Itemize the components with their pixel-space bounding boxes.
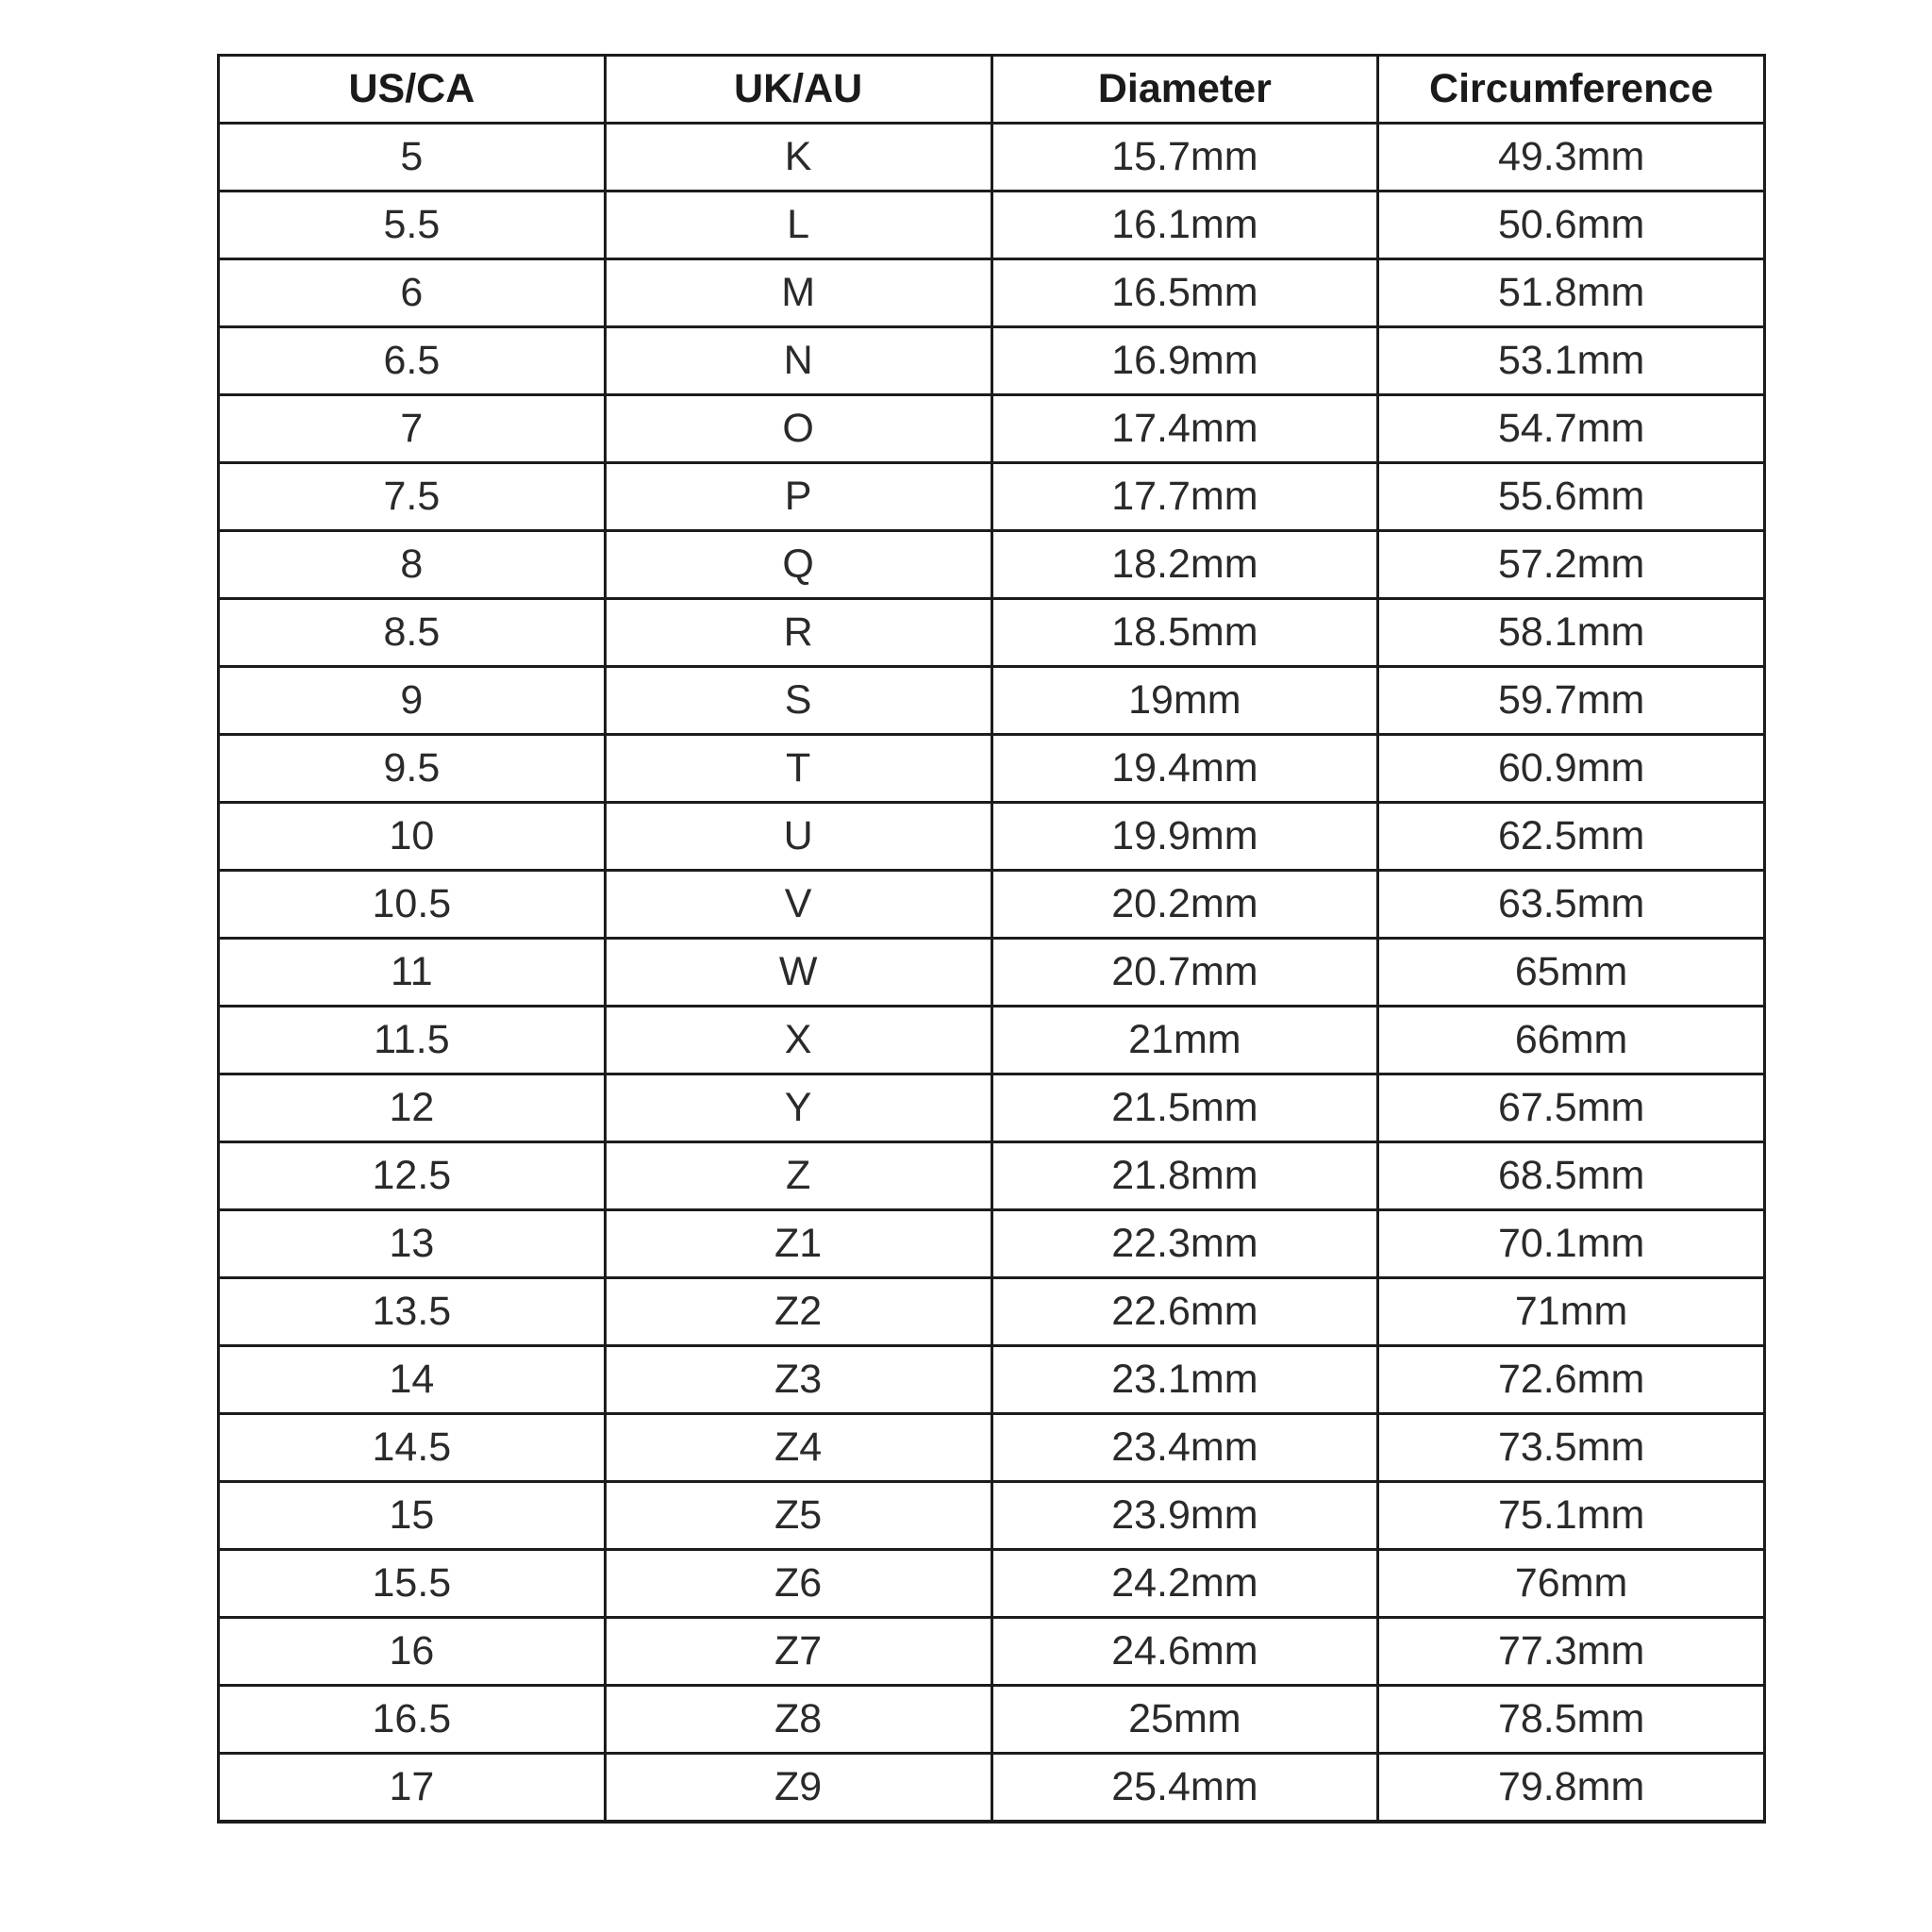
cell-us-ca: 8 [219,531,606,599]
cell-circumference: 53.1mm [1378,327,1765,395]
table-row [219,1007,1765,1074]
cell-us-ca: 14.5 [219,1414,606,1482]
cell-diameter: 19.4mm [991,735,1378,803]
table-row [219,667,1765,735]
table-row [219,803,1765,871]
cell-circumference: 65mm [1378,939,1765,1007]
table-row [219,599,1765,667]
cell-circumference: 79.8mm [1378,1754,1765,1823]
cell-us-ca: 13.5 [219,1278,606,1346]
header-uk-au: UK/AU [605,56,991,124]
header-circumference: Circumference [1378,56,1765,124]
cell-uk-au: Z6 [605,1550,991,1618]
cell-uk-au: Z9 [605,1754,991,1823]
cell-uk-au: Z2 [605,1278,991,1346]
cell-us-ca: 7.5 [219,463,606,531]
cell-uk-au: Z [605,1142,991,1210]
cell-uk-au: Z1 [605,1210,991,1278]
cell-circumference: 57.2mm [1378,531,1765,599]
cell-uk-au: K [605,124,991,192]
table-row [219,1414,1765,1482]
cell-diameter: 15.7mm [991,124,1378,192]
cell-us-ca: 14 [219,1346,606,1414]
table-header [219,56,1765,124]
header-row [219,56,1765,124]
table-row [219,1482,1765,1550]
table-row [219,1686,1765,1754]
cell-circumference: 78.5mm [1378,1686,1765,1754]
cell-us-ca: 12.5 [219,1142,606,1210]
table-row [219,192,1765,259]
table-row [219,1142,1765,1210]
cell-uk-au: L [605,192,991,259]
cell-us-ca: 5.5 [219,192,606,259]
cell-us-ca: 6 [219,259,606,327]
header-us-ca: US/CA [219,56,606,124]
cell-diameter: 20.7mm [991,939,1378,1007]
cell-us-ca: 11.5 [219,1007,606,1074]
cell-us-ca: 10 [219,803,606,871]
table-row [219,1210,1765,1278]
cell-uk-au: V [605,871,991,939]
cell-diameter: 22.3mm [991,1210,1378,1278]
cell-uk-au: O [605,395,991,463]
cell-us-ca: 15 [219,1482,606,1550]
cell-uk-au: W [605,939,991,1007]
table-row [219,395,1765,463]
cell-us-ca: 10.5 [219,871,606,939]
cell-uk-au: X [605,1007,991,1074]
cell-diameter: 23.9mm [991,1482,1378,1550]
table-row [219,327,1765,395]
cell-circumference: 60.9mm [1378,735,1765,803]
cell-diameter: 18.2mm [991,531,1378,599]
cell-us-ca: 16.5 [219,1686,606,1754]
cell-diameter: 21.5mm [991,1074,1378,1142]
cell-circumference: 67.5mm [1378,1074,1765,1142]
cell-us-ca: 6.5 [219,327,606,395]
header-diameter: Diameter [991,56,1378,124]
cell-circumference: 51.8mm [1378,259,1765,327]
cell-diameter: 20.2mm [991,871,1378,939]
cell-diameter: 17.7mm [991,463,1378,531]
table-row [219,871,1765,939]
cell-diameter: 18.5mm [991,599,1378,667]
table-row [219,1074,1765,1142]
cell-circumference: 73.5mm [1378,1414,1765,1482]
cell-diameter: 17.4mm [991,395,1378,463]
cell-uk-au: S [605,667,991,735]
cell-diameter: 25mm [991,1686,1378,1754]
cell-us-ca: 17 [219,1754,606,1823]
table-row [219,1754,1765,1823]
cell-uk-au: Z7 [605,1618,991,1686]
cell-uk-au: Y [605,1074,991,1142]
ring-size-table [217,54,1766,1824]
table-row [219,124,1765,192]
ring-size-chart [217,54,1766,1824]
cell-us-ca: 12 [219,1074,606,1142]
cell-uk-au: U [605,803,991,871]
cell-uk-au: Q [605,531,991,599]
cell-circumference: 71mm [1378,1278,1765,1346]
cell-circumference: 59.7mm [1378,667,1765,735]
cell-circumference: 58.1mm [1378,599,1765,667]
cell-diameter: 16.9mm [991,327,1378,395]
cell-diameter: 24.2mm [991,1550,1378,1618]
table-row [219,1278,1765,1346]
cell-circumference: 62.5mm [1378,803,1765,871]
cell-circumference: 72.6mm [1378,1346,1765,1414]
cell-uk-au: Z8 [605,1686,991,1754]
cell-uk-au: R [605,599,991,667]
cell-circumference: 66mm [1378,1007,1765,1074]
table-row [219,939,1765,1007]
cell-uk-au: Z4 [605,1414,991,1482]
cell-diameter: 21.8mm [991,1142,1378,1210]
table-row [219,1618,1765,1686]
table-row [219,463,1765,531]
cell-diameter: 22.6mm [991,1278,1378,1346]
table-row [219,1550,1765,1618]
cell-uk-au: M [605,259,991,327]
cell-circumference: 55.6mm [1378,463,1765,531]
cell-us-ca: 11 [219,939,606,1007]
cell-us-ca: 5 [219,124,606,192]
cell-circumference: 68.5mm [1378,1142,1765,1210]
cell-circumference: 63.5mm [1378,871,1765,939]
cell-us-ca: 9 [219,667,606,735]
table-row [219,531,1765,599]
cell-uk-au: N [605,327,991,395]
cell-us-ca: 7 [219,395,606,463]
cell-circumference: 75.1mm [1378,1482,1765,1550]
cell-circumference: 77.3mm [1378,1618,1765,1686]
cell-circumference: 50.6mm [1378,192,1765,259]
cell-uk-au: T [605,735,991,803]
cell-circumference: 54.7mm [1378,395,1765,463]
table-row [219,735,1765,803]
cell-us-ca: 13 [219,1210,606,1278]
cell-diameter: 16.5mm [991,259,1378,327]
cell-us-ca: 15.5 [219,1550,606,1618]
cell-circumference: 49.3mm [1378,124,1765,192]
cell-diameter: 23.4mm [991,1414,1378,1482]
table-row [219,1346,1765,1414]
cell-circumference: 70.1mm [1378,1210,1765,1278]
cell-us-ca: 9.5 [219,735,606,803]
table-body [219,124,1765,1823]
cell-diameter: 16.1mm [991,192,1378,259]
cell-uk-au: P [605,463,991,531]
table-row [219,259,1765,327]
cell-diameter: 21mm [991,1007,1378,1074]
cell-uk-au: Z3 [605,1346,991,1414]
cell-diameter: 19mm [991,667,1378,735]
cell-us-ca: 16 [219,1618,606,1686]
cell-uk-au: Z5 [605,1482,991,1550]
cell-circumference: 76mm [1378,1550,1765,1618]
cell-us-ca: 8.5 [219,599,606,667]
cell-diameter: 24.6mm [991,1618,1378,1686]
cell-diameter: 25.4mm [991,1754,1378,1823]
cell-diameter: 19.9mm [991,803,1378,871]
cell-diameter: 23.1mm [991,1346,1378,1414]
